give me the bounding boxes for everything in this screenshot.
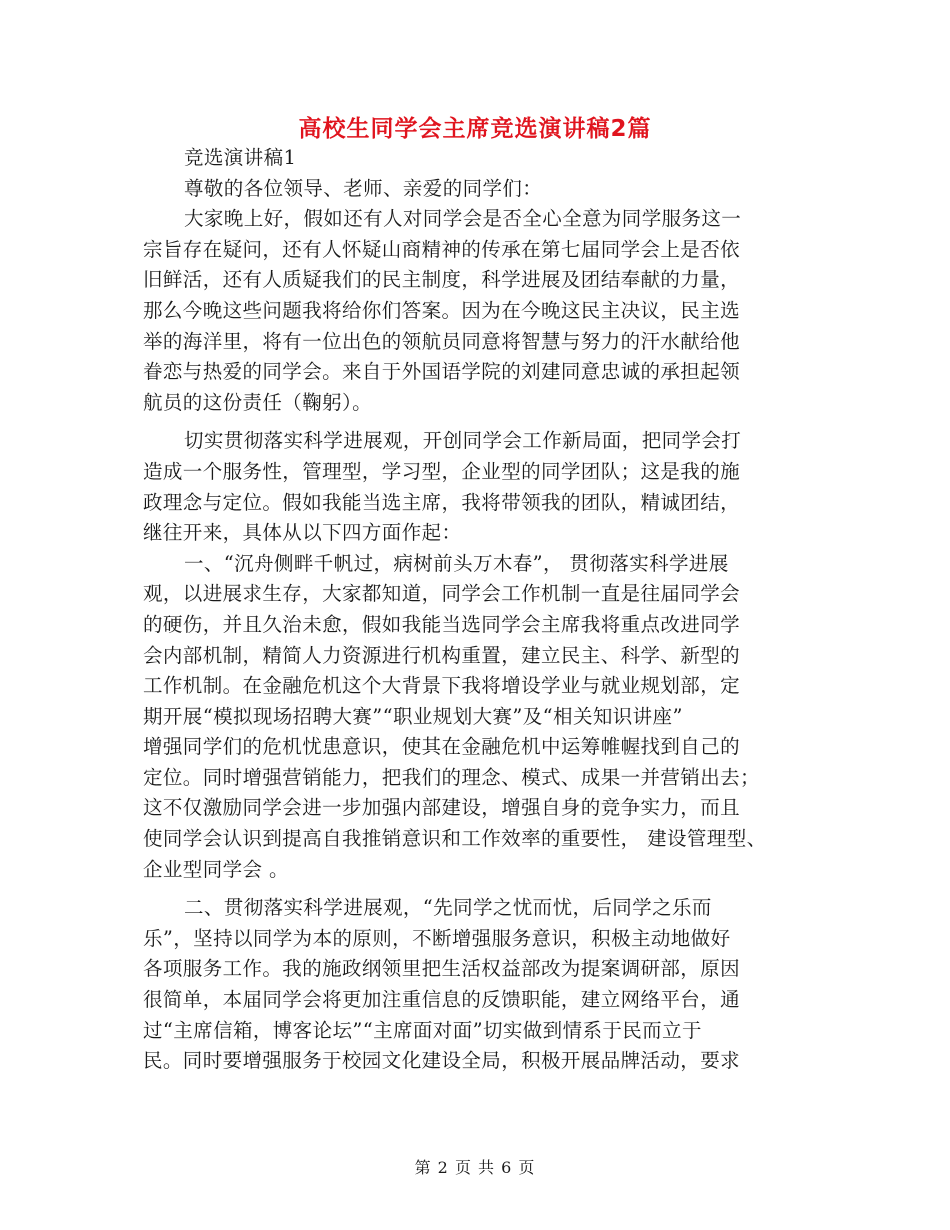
paragraph-line: 企业型同学会 。 bbox=[143, 857, 289, 881]
paragraph-line: 宗旨存在疑问，还有人怀疑山商精神的传承在第七届同学会上是否依 bbox=[143, 237, 741, 261]
document-body bbox=[143, 143, 823, 1077]
paragraph-line: 使同学会认识到提高自我推销意识和工作效率的重要性， 建设管理型、 bbox=[143, 827, 767, 851]
paragraph-line: 一、“沉舟侧畔千帆过，病树前头万木春”， 贯彻落实科学进展 bbox=[184, 551, 729, 575]
paragraph-line: 会内部机制，精简人力资源进行机构重置，建立民主、科学、新型的 bbox=[143, 643, 741, 667]
paragraph-line: 观，以进展求生存，大家都知道，同学会工作机制一直是往届同学会 bbox=[143, 582, 741, 606]
paragraph-line: 的硬伤，并且久治未愈，假如我能当选同学会主席我将重点改进同学 bbox=[143, 612, 741, 636]
paragraph-line: 政理念与定位。假如我能当选主席，我将带领我的团队，精诚团结， bbox=[143, 490, 741, 514]
paragraph-line: 那么今晚这些问题我将给你们答案。因为在今晚这民主决议，民主选 bbox=[143, 298, 741, 322]
paragraph-line: 造成一个服务性，管理型，学习型，企业型的同学团队；这是我的施 bbox=[143, 459, 741, 483]
paragraph-line: 乐”，坚持以同学为本的原则，不断增强服务意识，积极主动地做好 bbox=[143, 926, 731, 950]
paragraph-line: 竞选演讲稿1 bbox=[184, 146, 297, 169]
paragraph-line: 工作机制。在金融危机这个大背景下我将增设学业与就业规划部，定 bbox=[143, 674, 741, 698]
paragraph-line: 二、贯彻落实科学进展观，“先同学之忧而忧，后同学之乐而 bbox=[184, 896, 712, 920]
paragraph-line: 定位。同时增强营销能力，把我们的理念、模式、成果一并营销出去； bbox=[143, 765, 760, 789]
paragraph-line: 增强同学们的危机忧患意识，使其在金融危机中运筹帷幄找到自己的 bbox=[143, 735, 741, 759]
paragraph-line: 切实贯彻落实科学进展观，开创同学会工作新局面，把同学会打 bbox=[184, 429, 742, 453]
paragraph-line: 过“主席信箱，博客论坛”“主席面对面”切实做到情系于民而立于 bbox=[143, 1018, 702, 1042]
paragraph-line: 这不仅激励同学会进一步加强内部建设，增强自身的竞争实力，而且 bbox=[143, 796, 741, 820]
paragraph-line: 尊敬的各位领导、老师、亲爱的同学们： bbox=[184, 176, 543, 200]
paragraph-line: 眷恋与热爱的同学会。来自于外国语学院的刘建同意忠诚的承担起领 bbox=[143, 360, 741, 384]
page-footer: 第 2 页 共 6 页 bbox=[414, 1158, 536, 1177]
document-title: 高校生同学会主席竞选演讲稿2篇 bbox=[298, 116, 652, 142]
paragraph-line: 继往开来，具体从以下四方面作起： bbox=[143, 521, 462, 545]
paragraph-line: 举的海洋里，将有一位出色的领航员同意将智慧与努力的汗水献给他 bbox=[143, 329, 741, 353]
paragraph-line: 航员的这份责任（鞠躬）。 bbox=[143, 390, 373, 414]
paragraph-line: 旧鲜活，还有人质疑我们的民主制度，科学进展及团结奉献的力量， bbox=[143, 268, 741, 292]
paragraph-line: 期开展“模拟现场招聘大赛”“职业规划大赛”及“相关知识讲座” bbox=[143, 704, 683, 728]
paragraph-line: 民。同时要增强服务于校园文化建设全局，积极开展品牌活动，要求 bbox=[143, 1049, 741, 1073]
paragraph-line: 大家晚上好，假如还有人对同学会是否全心全意为同学服务这一 bbox=[184, 207, 742, 231]
paragraph-line: 各项服务工作。我的施政纲领里把生活权益部改为提案调研部，原因 bbox=[143, 957, 741, 981]
paragraph-line: 很简单，本届同学会将更加注重信息的反馈职能，建立网络平台，通 bbox=[143, 988, 741, 1012]
